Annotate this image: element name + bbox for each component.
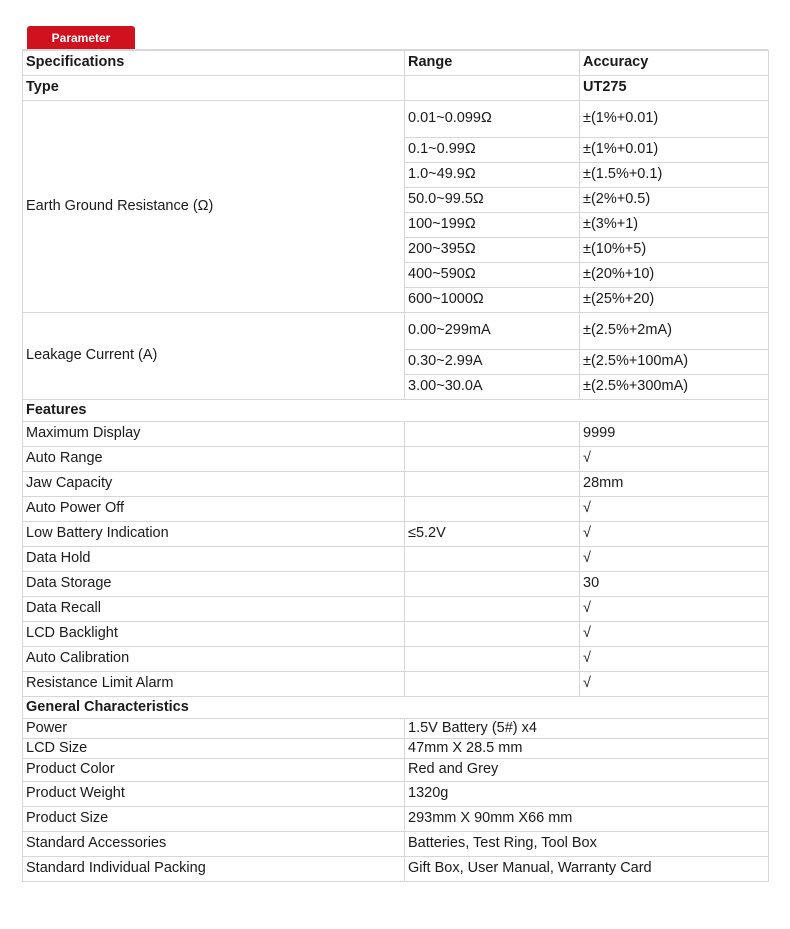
table-row [23, 572, 769, 597]
general-label: Power [23, 719, 405, 739]
accuracy-cell: ±(25%+20) [580, 288, 769, 313]
feature-range [405, 572, 580, 597]
general-value: 47mm X 28.5 mm [405, 739, 769, 759]
feature-value: √ [580, 622, 769, 647]
tab-parameter-label: Parameter [51, 31, 111, 45]
feature-value: 9999 [580, 422, 769, 447]
header-row [23, 51, 769, 76]
range-cell: 600~1000Ω [405, 288, 580, 313]
range-cell: 3.00~30.0A [405, 375, 580, 400]
general-label: Standard Individual Packing [23, 857, 405, 882]
earth-resistance-label: Earth Ground Resistance (Ω) [23, 101, 405, 313]
table-row [23, 497, 769, 522]
feature-label: Maximum Display [23, 422, 405, 447]
feature-range [405, 672, 580, 697]
feature-label: Auto Power Off [23, 497, 405, 522]
feature-range [405, 497, 580, 522]
feature-range [405, 422, 580, 447]
feature-value: √ [580, 547, 769, 572]
accuracy-cell: ±(2.5%+300mA) [580, 375, 769, 400]
header-range: Range [405, 51, 580, 76]
table-row [23, 472, 769, 497]
table-row [23, 447, 769, 472]
feature-label: Auto Calibration [23, 647, 405, 672]
range-cell: 100~199Ω [405, 213, 580, 238]
accuracy-cell: ±(20%+10) [580, 263, 769, 288]
header-accuracy: Accuracy [580, 51, 769, 76]
range-cell: 0.1~0.99Ω [405, 138, 580, 163]
features-title: Features [23, 400, 769, 422]
section-row [23, 400, 769, 422]
tab-parameter[interactable] [27, 26, 135, 50]
range-cell: 1.0~49.9Ω [405, 163, 580, 188]
type-label: Type [23, 76, 405, 101]
table-row [23, 547, 769, 572]
feature-value: √ [580, 522, 769, 547]
table-row [23, 597, 769, 622]
feature-label: Resistance Limit Alarm [23, 672, 405, 697]
feature-label: Low Battery Indication [23, 522, 405, 547]
general-value: Batteries, Test Ring, Tool Box [405, 832, 769, 857]
range-cell: 0.01~0.099Ω [405, 101, 580, 138]
feature-label: Data Recall [23, 597, 405, 622]
feature-value: √ [580, 672, 769, 697]
feature-range [405, 647, 580, 672]
feature-range [405, 472, 580, 497]
general-label: Product Color [23, 759, 405, 782]
feature-value: √ [580, 497, 769, 522]
table-row [23, 101, 769, 138]
general-value: 1.5V Battery (5#) x4 [405, 719, 769, 739]
leakage-current-label: Leakage Current (A) [23, 313, 405, 400]
accuracy-cell: ±(1.5%+0.1) [580, 163, 769, 188]
general-label: Standard Accessories [23, 832, 405, 857]
accuracy-cell: ±(2.5%+2mA) [580, 313, 769, 350]
feature-value: √ [580, 447, 769, 472]
range-cell: 50.0~99.5Ω [405, 188, 580, 213]
table-row [23, 782, 769, 807]
general-label: LCD Size [23, 739, 405, 759]
feature-range [405, 622, 580, 647]
feature-value: √ [580, 597, 769, 622]
feature-label: Data Storage [23, 572, 405, 597]
feature-label: Auto Range [23, 447, 405, 472]
general-value: Gift Box, User Manual, Warranty Card [405, 857, 769, 882]
feature-range [405, 447, 580, 472]
type-model: UT275 [580, 76, 769, 101]
accuracy-cell: ±(2%+0.5) [580, 188, 769, 213]
table-row [23, 759, 769, 782]
accuracy-cell: ±(3%+1) [580, 213, 769, 238]
feature-value: 30 [580, 572, 769, 597]
range-cell: 200~395Ω [405, 238, 580, 263]
feature-label: Jaw Capacity [23, 472, 405, 497]
range-cell: 0.30~2.99A [405, 350, 580, 375]
table-row [23, 857, 769, 882]
table-row [23, 832, 769, 857]
general-value: 1320g [405, 782, 769, 807]
general-title: General Characteristics [23, 697, 769, 719]
header-specifications: Specifications [23, 51, 405, 76]
table-row [23, 672, 769, 697]
table-row [23, 719, 769, 739]
feature-label: LCD Backlight [23, 622, 405, 647]
spec-table [22, 50, 769, 882]
feature-range: ≤5.2V [405, 522, 580, 547]
table-row [23, 739, 769, 759]
range-cell: 400~590Ω [405, 263, 580, 288]
section-row [23, 697, 769, 719]
accuracy-cell: ±(1%+0.01) [580, 138, 769, 163]
table-row [23, 807, 769, 832]
accuracy-cell: ±(2.5%+100mA) [580, 350, 769, 375]
general-value: Red and Grey [405, 759, 769, 782]
table-row [23, 313, 769, 350]
general-label: Product Size [23, 807, 405, 832]
accuracy-cell: ±(10%+5) [580, 238, 769, 263]
feature-value: √ [580, 647, 769, 672]
feature-value: 28mm [580, 472, 769, 497]
table-row [23, 622, 769, 647]
feature-range [405, 547, 580, 572]
general-label: Product Weight [23, 782, 405, 807]
table-row [23, 522, 769, 547]
feature-range [405, 597, 580, 622]
range-cell: 0.00~299mA [405, 313, 580, 350]
accuracy-cell: ±(1%+0.01) [580, 101, 769, 138]
feature-label: Data Hold [23, 547, 405, 572]
table-row [23, 647, 769, 672]
type-range [405, 76, 580, 101]
general-value: 293mm X 90mm X66 mm [405, 807, 769, 832]
type-row [23, 76, 769, 101]
table-row [23, 422, 769, 447]
